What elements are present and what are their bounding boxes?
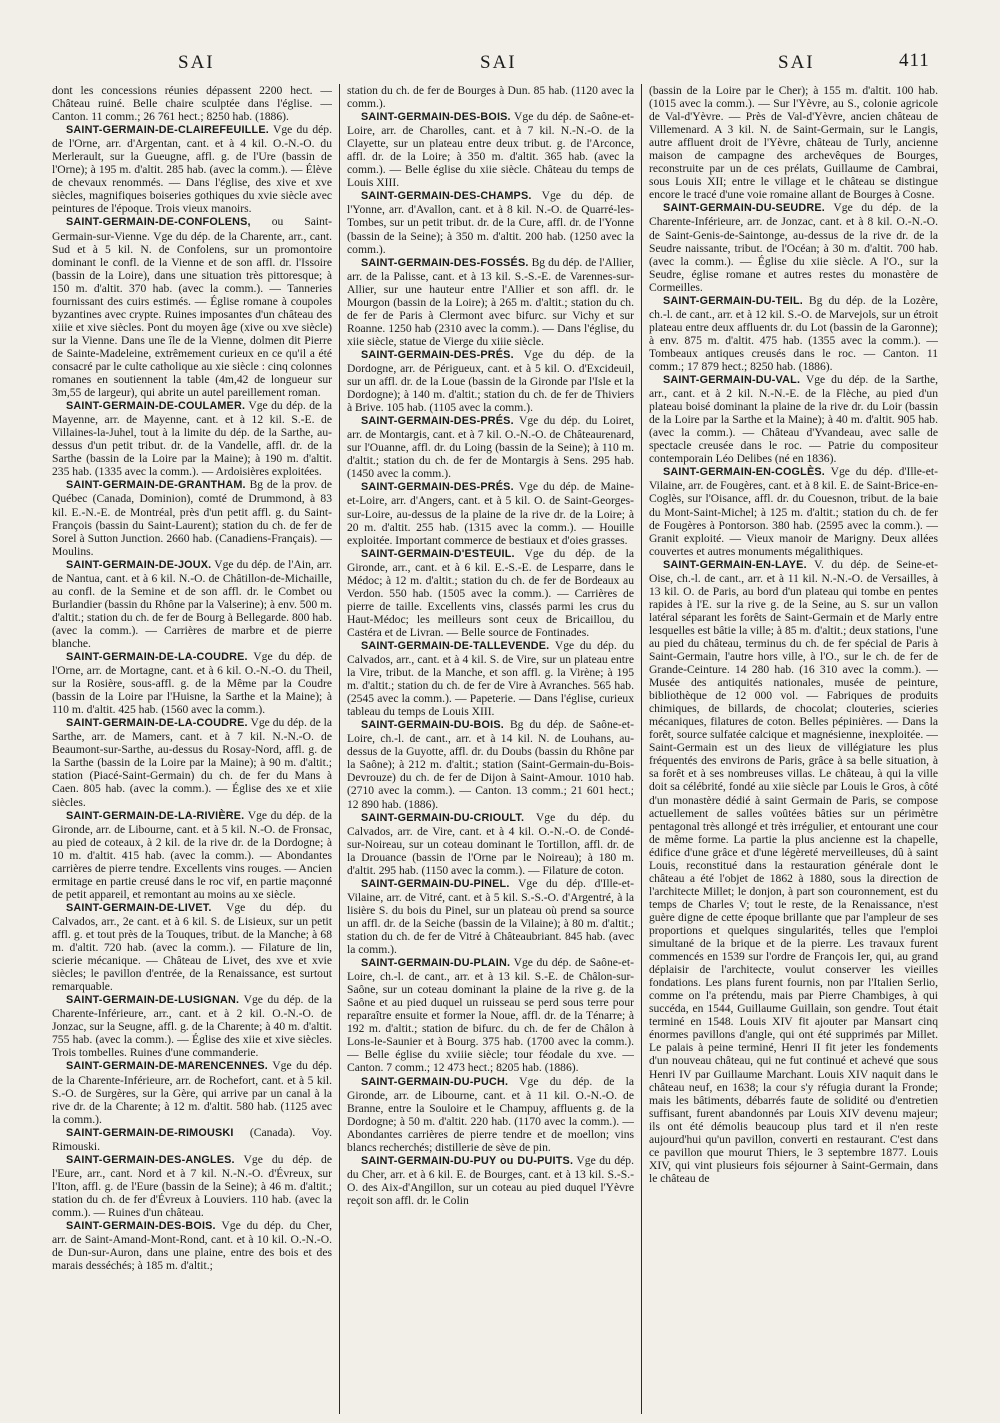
entry-text: Bg de la prov. de Québec (Canada, Dominion), comté de Drummond, à 83 kil. E.-N.-E. de Montréal, près d'un petit affl. g. du Saint-François (bassin du Saint-Laurent); station du ch. de fer de Sorel à Sutton Junction. 2660 hab. (Canadiens-Français). — Moulins.: [52, 478, 332, 558]
entry-text: Vge du dép. de la Charente-Inférieure, arr., cant. et à 2 kil. O.-N.-O. de Jonzac, sur la Seugne, affl. g. de la Charente; à 40 m. d'altit. 755 hab. (avec la comm.). — Église des xiie et xive siècles. Trois tombelles. Ruines d'une commanderie.: [52, 993, 332, 1060]
entry-text: Vge du dép. du Calvados, arr. de Vire, cant. et à 4 kil. O.-N.-O. de Condé-sur-Noireau, sur un coteau dominant le Tortillon, affl. dr. de la Drouance (bassin de l'Orne par le Noireau); à 180 m. d'altit. 295 hab. (1150 avec la comm.). — Filature de coton.: [347, 810, 634, 877]
dictionary-entry: [347, 256, 634, 348]
entry-headword: SAINT-GERMAIN-DES-CHAMPS.: [361, 190, 532, 203]
dictionary-entry: [649, 373, 938, 465]
entry-headword: SAINT-GERMAIN-DES-BOIS.: [361, 111, 511, 124]
text-column-2: [347, 84, 634, 1414]
running-head-left: SAI: [178, 52, 215, 73]
entry-headword: SAINT-GERMAIN-DU-BOIS.: [361, 719, 504, 732]
entry-text: Vge du dép. de l'Orne, arr. de Mortagne, cant. et à 6 kil. O.-N.-O. du Theil, sur la Rosière, sous-affl. g. de la Même par la Coudre (bassin de la Loire par l'Huisne, la Sarthe et la Maine); à 110 m. d'altit. 425 hab. (1560 avec la comm.).: [52, 650, 332, 717]
entry-text: Vge du dép. du Cher, arr. de Saint-Amand-Mont-Rond, cant. et à 10 kil. O.-N.-O. de Dun-sur-Auron, dans une plaine, entre des bois et des marais desséchés; à 185 m. d'altit.;: [52, 1219, 332, 1273]
dictionary-entry: [52, 215, 332, 399]
entry-text: Vge du dép. de la Gironde, arr. de Libourne, cant. et à 11 kil. O.-N.-O. de Branne, entre la Souloire et le Champuy, affluents g. de la Dordogne; à 50 m. d'altit. 220 hab. (1170 avec la comm.). — Abondantes carrières de pierre tendre et de moellon; vins blancs recherchés; distillerie de sève de pin.: [347, 1074, 634, 1154]
column-divider-1: [339, 84, 340, 1414]
dictionary-entry: [347, 84, 634, 110]
entry-text: Vge du dép. de l'Eure, arr., cant. Nord et à 7 kil. N.-N.-O. d'Évreux, sur l'Iton, affl. g. de l'Eure (bassin de la Seine); à 46 m. d'altit.; station du ch. de fer d'Évreux à Louviers. 110 hab. (avec la comm.). — Ruines d'un château.: [52, 1152, 332, 1219]
entry-text: Vge du dép. du Calvados, arr., cant. et à 4 kil. S. de Vire, sur un plateau entre la Vire, tribut. de la Manche, et son affl. g. la Virène; à 195 m. d'altit.; station du ch. de fer de Vire à Avranches. 565 hab. (2545 avec la comm.). — Papeterie. — Dans l'église, curieux tableau du temps de Louis XIII.: [347, 638, 634, 719]
dictionary-entry: [649, 465, 938, 557]
entry-text: Vge du dép. d'Ille-et-Vilaine, arr. de Vitré, cant. et à 5 kil. S.-S.-O. d'Argentré, à la lisière S. du bois du Pinel, sur un plateau où prend sa source un affl. dr. de la Seiche (bassin de la Vilaine); à 80 m. d'altit.; station du ch. de fer de Vitré à Châteaubriant. 845 hab. (avec la comm.).: [347, 876, 634, 957]
entry-headword: SAINT-GERMAIN-DE-MARENCENNES.: [66, 1060, 268, 1073]
entry-headword: SAINT-GERMAIN-DE-LIVET.: [66, 901, 212, 914]
dictionary-entry: [52, 84, 332, 123]
entry-text: Vge du dép. de Saône-et-Loire, ch.-l. de cant., arr. et à 13 kil. S.-E. de Châlon-sur-Saône, sur un coteau dominant la plaine de la rive g. de la Saône et au pied duquel un ruisseau se perd sous terre pour reparaître ensuite et former la Noue, affl. dr. de la Ténarre; à 192 m. d'altit.; station de bifurc. du ch. de fer de Châlon à Lons-le-Saunier et à Bourg. 375 hab. (1700 avec la comm.). — Belle église du xviiie siècle; tour féodale du xve. — Canton. 7 comm.; 12 473 hect.; 8205 hab. (1886).: [347, 956, 634, 1075]
dictionary-entry: [52, 993, 332, 1059]
text-column-3: [649, 84, 938, 1414]
dictionary-entry: [347, 639, 634, 718]
dictionary-entry: [52, 901, 332, 993]
entry-headword: SAINT-GERMAIN-DE-LUSIGNAN.: [66, 994, 240, 1007]
dictionary-entry: [347, 1154, 634, 1207]
entry-headword: SAINT-GERMAIN-DU-PINEL.: [361, 877, 510, 890]
dictionary-entry: [52, 1126, 332, 1153]
entry-headword: SAINT-GERMAIN-EN-LAYE.: [663, 558, 807, 571]
entry-headword: SAINT-GERMAIN-DE-JOUX.: [66, 558, 212, 571]
dictionary-entry: [52, 1153, 332, 1219]
dictionary-entry: [649, 201, 938, 293]
entry-headword: SAINT-GERMAIN-D'ESTEUIL.: [361, 547, 515, 560]
entry-headword: SAINT-GERMAIN-DES-ANGLES.: [66, 1153, 235, 1166]
entry-text: Vge du dép. de la Charente-Inférieure, arr. de Jonzac, cant. et à 8 kil. O.-N.-O. de Saint-Genis-de-Saintonge, au-dessus de la rive dr. de la Seudre naissante, tribut. de l'Océan; à 30 m. d'altit. 700 hab. (avec la comm.). — Église du xiie siècle. A l'O., sur la Seudre, église romane et autres restes du monastère de Cormeilles.: [649, 201, 938, 294]
entry-text: Vge du dép. de la Dordogne, arr. de Périgueux, cant. et à 5 kil. O. d'Excideuil, sur un affl. dr. de la Loue (bassin de la Gironde par l'Isle et la Dordogne); à 140 m. d'altit.; station du ch. de fer de Thiviers à Brive. 105 hab. (1105 avec la comm.).: [347, 347, 634, 415]
entry-headword: SAINT-GERMAIN-DU-TEIL.: [663, 294, 803, 307]
entry-headword: SAINT-GERMAIN-DES-PRÉS.: [361, 348, 514, 361]
dictionary-entry: [347, 480, 634, 546]
dictionary-entry: [52, 1059, 332, 1125]
entry-text: Vge du dép. de la Sarthe, arr., cant. et à 2 kil. N.-N.-E. de la Flèche, au pied d'un plateau boisé dominant la plaine de la rive dr. du Loir (bassin de la Loire par la Sarthe et la Maine); à 40 m. d'altit. 905 hab. (avec la comm.). — Château d'Yvandeau, avec salle de spectacle creusée dans le roc. — Patrie du compositeur contemporain Léo Delibes (né en 1836).: [649, 373, 938, 466]
column-divider-2: [641, 84, 642, 1414]
text-column-1: [52, 84, 332, 1414]
entry-text: Vge du dép. de Maine-et-Loire, arr. d'Angers, cant. et à 5 kil. O. de Saint-Georges-sur-Loire, au-dessus de la plaine de la rive dr. de la Loire; à 20 m. d'altit. 255 hab. (1315 avec la comm.). — Houille exploitée. Important commerce de bestiaux et d'oies grasses.: [347, 480, 634, 547]
entry-text: station du ch. de fer de Bourges à Dun. 85 hab. (1120 avec la comm.).: [347, 84, 634, 111]
entry-headword: SAINT-GERMAIN-DES-PRÉS.: [361, 481, 514, 494]
entry-text: Vge du dép. de l'Ain, arr. de Nantua, cant. et à 6 kil. N.-O. de Châtillon-de-Michaille, au confl. de la Semine et de son affl. dr. le Combet ou Burlandier (bassin du Rhône par la Valserine); à env. 500 m. d'altit.; station du ch. de fer de Bourg à Bellegarde. 800 hab. (avec la comm.). — Carrières de marbre et de pierre blanche.: [52, 557, 332, 650]
entry-headword: SAINT-GERMAIN-DE-CLAIREFEUILLE.: [66, 124, 269, 137]
entry-text: ou Saint-Germain-sur-Vienne. Vge du dép. de la Charente, arr., cant. Sud et à 5 kil. N. de Confolens, sur un promontoire dominant le confl. de la Vienne et de son affl. dr. l'Issoire (bassin de la Loire), dans une situation très pittoresque; à 150 m. d'altit. 370 hab. (avec la comm.). — Tanneries fournissant des cuirs estimés. — Église romane à coupoles byzantines avec crypte. Ruines imposantes d'un château des xiiie et xive siècles. Pont du moyen âge (xive ou xve siècle) sur la Vienne. Dans une île de la Vienne, dolmen dit Pierre de Sainte-Madeleine, extrêmement curieux en ce qu'il a été consacré par le culte catholique au xie siècle : cinq colonnes romanes en soutiennent la table (4m,42 de longueur sur 3m,55 de largeur), qui abrite un autel pareillement roman.: [52, 215, 332, 400]
entry-headword: SAINT-GERMAIN-DU-SEUDRE.: [663, 202, 825, 215]
entry-headword: SAINT-GERMAIN-DES-PRÉS.: [361, 415, 514, 428]
dictionary-entry: [347, 110, 634, 189]
dictionary-entry: [649, 294, 938, 373]
entry-text: Vge du dép. de la Sarthe, arr. de Mamers, cant. et à 7 kil. N.-N.-O. de Beaumont-sur-Sarthe, au-dessus du Rosay-Nord, affl. g. de la Sarthe (bassin de la Loire par la Maine); à 90 m. d'altit.; station (Piacé-Saint-Germain) du ch. de fer du Mans à Caen. 805 hab. (avec la comm.). — Église des xe et xiie siècles.: [52, 716, 332, 809]
dictionary-entry: [347, 811, 634, 877]
entry-headword: SAINT-GERMAIN-DES-FOSSÉS.: [361, 256, 529, 269]
entry-text: Vge du dép. de Saône-et-Loire, arr. de Charolles, cant. et à 7 kil. N.-N.-O. de la Clayette, sur un plateau entre deux tribut. g. de l'Arconce, affl. dr. de la Loire; à 350 m. d'altit. 365 hab. (avec la comm.). — Belle église du xiie siècle. Château du temps de Louis XIII.: [347, 110, 634, 190]
dictionary-entry: [52, 558, 332, 650]
dictionary-entry: [347, 189, 634, 255]
entry-text: Vge du dép. de la Gironde, arr. de Libourne, cant. et à 5 kil. N.-O. de Fronsac, au pied de coteaux, à 2 kil. de la rive dr. de la Dordogne; à 10 m. d'altit. 415 hab. (avec la comm.). — Abondantes carrières de pierre tendre. Excellents vins rouges. — Ancien ermitage en partie creusé dans le roc vif, en partie maçonné de petit appareil, et remontant au moins au xe siècle.: [52, 808, 332, 901]
entry-headword: SAINT-GERMAIN-DE-LA-COUDRE.: [66, 651, 248, 664]
dictionary-entry: [347, 956, 634, 1074]
entry-headword: SAINT-GERMAIN-DU-CRIOULT.: [361, 811, 525, 824]
entry-headword: SAINT-GERMAIN-DES-BOIS.: [66, 1220, 216, 1233]
entry-text: Vge du dép. d'Ille-et-Vilaine, arr. de Fougères, cant. et à 8 kil. E. de Saint-Brice-en-Coglès, sur l'Oisance, affl. dr. du Couesnon, tribut. de la baie du Mont-Saint-Michel; à 125 m. d'altit.; station du ch. de fer de Fougères à Pontorson. 380 hab. (2595 avec la comm.). — Granit exploité. — Vieux manoir de Marigny. Deux allées couvertes et autres monuments mégalithiques.: [649, 465, 938, 558]
entry-text: Vge du dép. du Calvados, arr., 2e cant. et à 6 kil. S. de Lisieux, sur un petit affl. g. et tout près de la Touques, tribut. de la Manche; à 68 m. d'altit. 720 hab. (avec la comm.). — Filature de lin, scierie mécanique. — Château de Livet, des xve et xvie siècles; le pavillon d'entrée, de la Renaissance, est surtout remarquable.: [52, 900, 332, 994]
dictionary-entry: [52, 399, 332, 478]
entry-text: Vge du dép. de la Charente-Inférieure, arr. de Rochefort, cant. et à 5 kil. S.-O. de Surgères, sur la Gère, qui arrive par un canal à la rive dr. de la Charente; à 12 m. d'altit. 580 hab. (1125 avec la comm.).: [52, 1059, 332, 1126]
entry-text: Bg du dép. de la Lozère, ch.-l. de cant., arr. et à 12 kil. S.-O. de Marvejols, sur un étroit plateau entre deux affluents dr. du Lot (bassin de la Garonne); à env. 875 m. d'altit. 475 hab. (1355 avec la comm.). — Tombeaux antiques creusés dans le roc. — Canton. 11 comm.; 17 879 hect.; 8250 hab. (1886).: [649, 293, 938, 373]
entry-text: V. du dép. de Seine-et-Oise, ch.-l. de cant., arr. et à 11 kil. N.-N.-O. de Versailles, à 13 kil. O. de Paris, au bord d'un plateau qui tombe en pentes rapides à l'E. sur la rive g. de la Seine, au S. sur un vallon latéral séparant les forêts de Saint-Germain et de Marly entre lesquelles est bâtie la ville; à 85 m. d'altit.; deux stations, l'une au pied du château, terminus du ch. de fer spécial de Paris à Saint-Germain, l'autre hors ville, à l'O., sur le ch. de fer de Grande-Ceinture. 14 280 hab. (16 310 avec la comm.). — Musée des antiquités nationales, musée de peinture, bibliothèque de 12 000 vol. — Fabriques de produits chimiques, de billards, de chocolat; clouteries, scieries mécaniques, filatures de coton. Belles pépinières. — Dans la forêt, source sulfatée calcique et magnésienne, inexploitée. — Saint-Germain est un des lieux de villégiature les plus fréquentés des environs de Paris, grâce à sa belle situation, à sa forêt et à ses nombreuses villas. Le château, à qui la ville doit sa célébrité, fondé au xiie siècle par Louis le Gros, à côté d'un monastère dédié à saint Germain de Paris, se compose actuellement de salles voûtées bâties sur un périmètre pentagonal très allongé et très irrégulier, et entourant une cour de même forme. La partie la plus ancienne est la chapelle, édifice d'une grâce et d'une légèreté merveilleuses, dû à saint Louis, reconstitué dans la restauration générale dont le château a été l'objet de 1862 à 1880, sous la direction de l'architecte Millet; le donjon, à part son couronnement, est du temps de Charles V; tout le reste, de la Renaissance, n'est guère digne de cette époque brillante que par l'ampleur de ses proportions et quelques singularités, telles que l'emploi simultané de la brique et de la pierre. Les travaux furent commencés en 1539 sur l'ordre de François Ier, qui, au grand déplaisir de l'architecte, voulut conserver les vieilles fondations. Les plans furent fournis, non par l'Italien Serlio, comme on l'a prétendu, mais par Pierre Chambiges, à qui succéda, en 1544, Guillaume Guillain, son gendre. Tout était terminé en 1548. Louis XIV fit ajouter par Mansart cinq énormes pavillons d'angle, qui ont été supprimés par Millet. Le palais à peine terminé, Henri II fit jeter les fondements d'un nouveau château, qui ne fut continué et achevé que sous Henri IV par Guillaume Marchant. Louis XIV naquit dans le château neuf, en 1638; la cour s'y réfugia durant la Fronde; mais les bâtiments, débarrés faute de solidité ou d'entretien suffisant, furent abandonnés par Louis XIV devenu majeur; ils ont été démolis beaucoup plus tard et il n'en reste aujourd'hui qu'un pavillon, converti en restaurant. C'est dans ce pavillon que mourut Thiers, le 3 septembre 1877. Louis XIV, qui vint plusieurs fois séjourner à Saint-Germain, dans le château de: [649, 557, 938, 1185]
dictionary-entry: [52, 716, 332, 808]
entry-text: Bg du dép. de Saône-et-Loire, ch.-l. de cant., arr. et à 14 kil. N. de Louhans, au-dessus de la Guyotte, affl. dr. du Doubs (bassin du Rhône par la Saône); à 212 m. d'altit.; station (Saint-Germain-du-Bois-Devrouze) du ch. de fer de Dijon à Saint-Amour. 1010 hab. (2710 avec la comm.). — Canton. 13 comm.; 21 601 hect.; 12 890 hab. (1886).: [347, 718, 634, 811]
entry-headword: SAINT-GERMAIN-DU-PUY ou DU-PUITS.: [361, 1154, 574, 1167]
entry-headword: SAINT-GERMAIN-DU-VAL.: [663, 374, 801, 387]
entry-headword: SAINT-GERMAIN-EN-COGLÈS.: [663, 466, 825, 479]
dictionary-entry: [649, 558, 938, 1185]
entry-text: Vge du dép. du Cher, arr. et à 6 kil. E. de Bourges, cant. et à 13 kil. S.-S.-O. des Aix-d'Angillon, sur un coteau au pied duquel l'Yèvre reçoit son affl. dr. le Colin: [347, 1153, 634, 1207]
dictionary-entry: [347, 547, 634, 639]
entry-text: Vge du dép. de l'Yonne, arr. d'Avallon, cant. et à 8 kil. N.-O. de Quarré-les-Tombes, sur un petit tribut. dr. de la Cure, affl. dr. de l'Yonne (bassin de la Seine); à 350 m. d'altit. 200 hab. (1250 avec la comm.).: [347, 189, 634, 256]
entry-headword: SAINT-GERMAIN-DE-LA-RIVIÈRE.: [66, 809, 245, 822]
dictionary-entry: [347, 877, 634, 956]
entry-text: Vge du dép. de la Mayenne, arr. de Mayenne, cant. et à 12 kil. S.-E. de Villaines-la-Juhel, tout à la limite du dép. de la Sarthe, au-dessus d'un petit tribut. dr. de la Vandelle, affl. dr. de la Sarthe (bassin de la Loire par la Maine); à 190 m. d'altit. 235 hab. (1335 avec la comm.). — Ardoisières exploitées.: [52, 399, 332, 479]
entry-headword: SAINT-GERMAIN-DE-GRANTHAM.: [66, 479, 246, 492]
dictionary-entry: [347, 414, 634, 480]
dictionary-entry: [347, 348, 634, 414]
entry-text: Vge du dép. de la Gironde, arr., cant. et à 6 kil. E.-S.-E. de Lesparre, dans le Médoc; à 12 m. d'altit.; station du ch. de fer de Bordeaux au Verdon. 550 hab. (1505 avec la comm.). — Carrières de pierre de taille. Excellents vins, classés parmi les crus du Haut-Médoc; les meilleurs sont ceux de Bricaillou, du Castéra et de Livran. — Belle source de Fontinades.: [347, 546, 634, 639]
entry-text: Vge du dép. de l'Orne, arr. d'Argentan, cant. et à 4 kil. O.-N.-O. du Merlerault, sur la Gueugne, affl. g. de l'Ure (bassin de l'Orne); à 195 m. d'altit. 285 hab. (avec la comm.). — Élève de chevaux renommés. — Dans l'église, des xive et xve siècles, magnifiques boiseries gothiques du xvie siècle avec peintures de l'époque. Trois vieux manoirs.: [52, 123, 332, 216]
entry-headword: SAINT-GERMAIN-DE-COULAMER.: [66, 400, 246, 413]
dictionary-entry: [52, 123, 332, 215]
running-head-center: SAI: [480, 52, 517, 73]
entry-headword: SAINT-GERMAIN-DE-CONFOLENS,: [66, 216, 251, 229]
entry-headword: SAINT-GERMAIN-DU-PUCH.: [361, 1075, 509, 1088]
entry-text: dont les concessions réunies dépassent 2200 hect. — Château ruiné. Belle chaire sculptée dans l'église. — Canton. 11 comm.; 26 761 hect.; 8250 hab. (1886).: [52, 84, 332, 124]
entry-headword: SAINT-GERMAIN-DE-LA-COUDRE.: [66, 717, 248, 730]
dictionary-entry: [52, 650, 332, 716]
entry-text: (bassin de la Loire par le Cher); à 155 m. d'altit. 100 hab. (1015 avec la comm.). — Sur l'Yèvre, au S., colonie agricole de Val-d'Yèvre. — Près de Val-d'Yèvre, ancien château de Villemenard. A 3 kil. N. de Saint-Germain, sur le Langis, autre affluent droit de l'Yèvre, château de Turly, ancienne maison de campagne des archevêques de Bourges, reconstruite par un de ces prélats, Guillaume de Cambrai, sous Louis XII; entre le village et le château se distingue encore le tracé d'une voie romaine allant de Bourges à Cosne.: [649, 84, 938, 202]
dictionary-entry: [52, 809, 332, 901]
entry-headword: SAINT-GERMAIN-DU-PLAIN.: [361, 957, 511, 970]
entry-text: (Canada). Voy. Rimouski.: [52, 1125, 332, 1153]
entry-headword: SAINT-GERMAIN-DE-RIMOUSKI: [66, 1126, 234, 1139]
dictionary-entry: [649, 84, 938, 201]
running-head-right: SAI: [778, 52, 815, 73]
entry-headword: SAINT-GERMAIN-DE-TALLEVENDE.: [361, 639, 550, 652]
dictionary-entry: [347, 718, 634, 810]
entry-text: Bg du dép. de l'Allier, arr. de la Palisse, cant. et à 13 kil. S.-S.-E. de Varennes-sur-Allier, sur une hauteur entre l'Allier et son affl. dr. le Mourgon (bassin de la Loire); à 265 m. d'altit.; station du ch. de fer de Paris à Clermont avec bifurc. sur Vichy et sur Roanne. 1250 hab (2310 avec la comm.). — Dans l'église, du xiie siècle, statue de Vierge du xiiie siècle.: [347, 255, 634, 348]
dictionary-entry: [347, 1075, 634, 1154]
entry-text: Vge du dép. du Loiret, arr. de Montargis, cant. et à 7 kil. O.-N.-O. de Châteaurenard, sur l'Ouanne, affl. dr. du Loing (bassin de la Seine); à 110 m. d'altit.; station du ch. de fer de Montargis à Sens. 295 hab. (1450 avec la comm.).: [347, 414, 634, 481]
dictionary-entry: [52, 478, 332, 557]
dictionary-entry: [52, 1219, 332, 1272]
page-number: 411: [899, 50, 930, 71]
